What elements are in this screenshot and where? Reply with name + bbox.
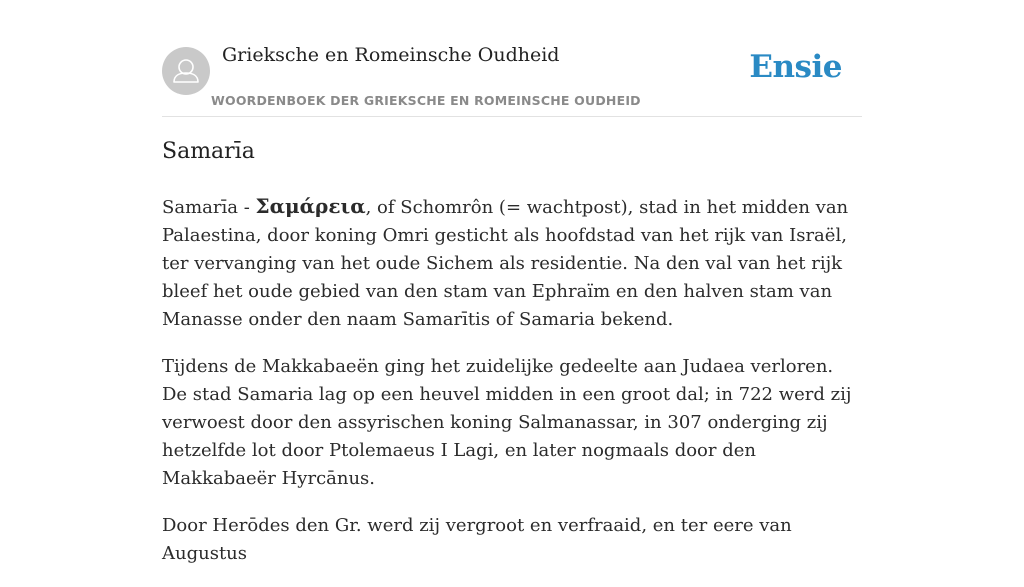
lemma: Samarīa xyxy=(162,197,238,218)
header xyxy=(162,0,862,117)
paragraph-2: Tijdens de Makkabaeën ging het zuidelijke gedeelte aan Judaea verloren. De stad Samaria lag op een heuvel midden in een groot dal; in 722 werd zij verwoest door den assyrischen koning Salmanassar, in 307 onderging zij hetzelfde lot door Ptolemaeus I Lagi, en later nogmaals door den Makkabaeër Hyrcānus. xyxy=(162,356,852,489)
separator: - xyxy=(237,197,256,218)
source-subtitle[interactable]: WOORDENBOEK DER GRIEKSCHE EN ROMEINSCHE OUDHEID xyxy=(211,93,641,108)
paragraph-1-text: , of Schomrôn (= wachtpost), stad in het midden van Palaestina, door koning Omri gesticht als hoofdstad van het rijk van Israël, ter vervanging van het oude Sichem als residentie. Na den val van het rijk bleef het oude gebied van den stam van Ephraïm en den halven stam van Manasse onder den naam Samarītis of Samaria bekend. xyxy=(162,197,849,330)
user-icon xyxy=(162,47,210,95)
paragraph-3: Door Herōdes den Gr. werd zij vergroot en verfraaid, en ter eere van Augustus xyxy=(162,515,792,564)
greek-term: Σαμάρεια xyxy=(255,194,366,218)
page xyxy=(162,0,862,564)
source-title[interactable]: Grieksche en Romeinsche Oudheid xyxy=(222,44,560,66)
avatar[interactable] xyxy=(162,47,210,95)
brand-logo[interactable]: Ensie xyxy=(749,49,842,85)
paragraph-1 xyxy=(162,192,862,334)
entry-title: Samarīa xyxy=(162,139,255,164)
entry-body xyxy=(162,192,862,587)
